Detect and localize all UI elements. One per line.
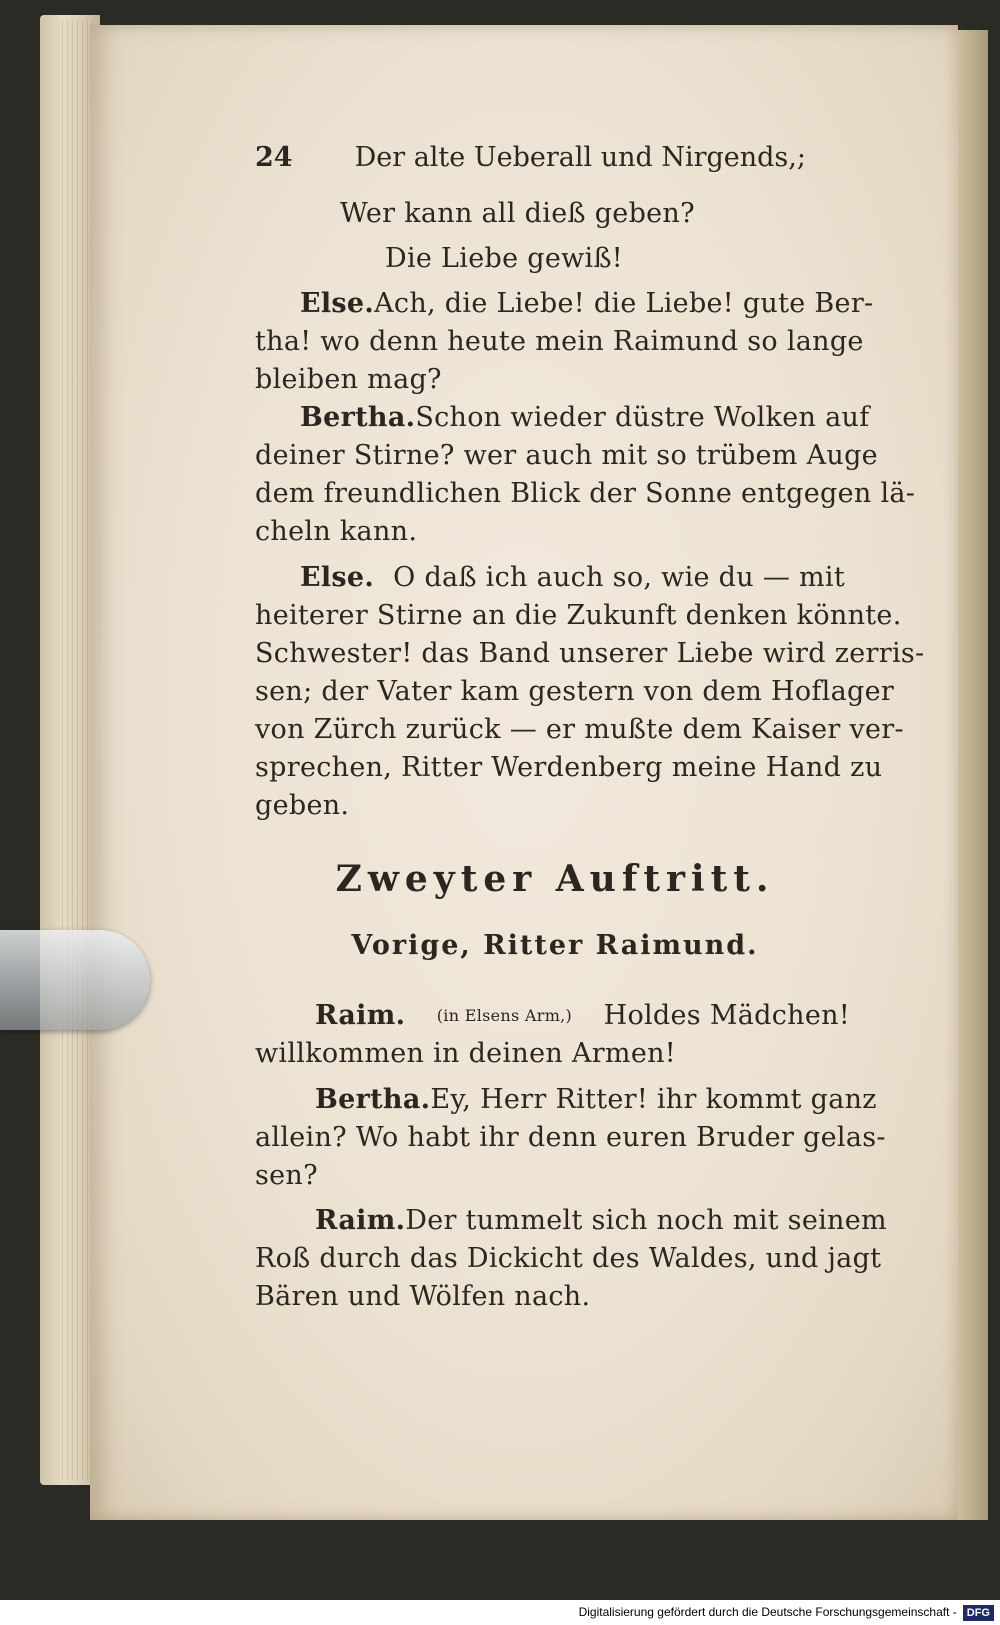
text-line: sen; der Vater kam gestern von dem Hoflager [255, 676, 895, 707]
scene-persons: Vorige, Ritter Raimund. [351, 930, 759, 961]
page-clip [0, 930, 150, 1030]
text-line: Bären und Wölfen nach. [255, 1281, 591, 1312]
speech-text: Ey, Herr Ritter! ihr kommt ganz [430, 1084, 877, 1115]
text-line: cheln kann. [255, 516, 418, 547]
text-line [300, 402, 870, 433]
speaker-name: Bertha. [300, 402, 416, 433]
text-line: sen? [255, 1160, 318, 1191]
text-line: deiner Stirne? wer auch mit so trübem Auge [255, 440, 878, 471]
speaker-name: Else. [300, 288, 375, 319]
text-line: von Zürch zurück — er mußte dem Kaiser ver- [255, 714, 904, 745]
footer-text: Digitalisierung gefördert durch die Deutsche Forschungsgemeinschaft - [578, 1605, 957, 1619]
speaker-name: Bertha. [315, 1084, 431, 1115]
text-line: sprechen, Ritter Werdenberg meine Hand zu [255, 752, 883, 783]
text-line [300, 562, 845, 593]
text-line: Roß durch das Dickicht des Waldes, und jagt [255, 1243, 882, 1274]
verse-line: Wer kann all dieß geben? [340, 198, 695, 229]
running-head [255, 142, 825, 173]
running-head-title: Der alte Ueberall und Nirgends,; [354, 142, 806, 173]
text-line: willkommen in deinen Armen! [255, 1038, 676, 1069]
text-line [315, 1205, 887, 1236]
scene-title: Zweyter Auftritt. [335, 858, 775, 900]
verse-line: Die Liebe gewiß! [385, 243, 623, 274]
text-line [315, 1084, 877, 1115]
stage-direction: (in Elsens Arm,) [436, 1006, 573, 1025]
speech-text: O daß ich auch so, wie du — mit [393, 562, 845, 593]
speaker-name: Raim. [315, 1000, 406, 1031]
text-line: allein? Wo habt ihr denn euren Bruder gelas- [255, 1122, 886, 1153]
text-line: Schwester! das Band unserer Liebe wird zerris- [255, 638, 925, 669]
speaker-name: Else. [300, 562, 375, 593]
speech-text: Schon wieder düstre Wolken auf [415, 402, 870, 433]
dfg-logo: DFG [963, 1605, 994, 1621]
text-line: dem freundlichen Blick der Sonne entgegen lä- [255, 478, 916, 509]
speaker-name: Raim. [315, 1205, 406, 1236]
binding-strip [958, 30, 988, 1520]
text-line: geben. [255, 790, 350, 821]
speech-text: Ach, die Liebe! die Liebe! gute Ber- [374, 288, 874, 319]
speech-text: Holdes Mädchen! [603, 1000, 850, 1031]
digitization-footer [0, 1600, 1000, 1625]
page-number: 24 [255, 142, 293, 173]
text-line: tha! wo denn heute mein Raimund so lange [255, 326, 864, 357]
text-line: heiterer Stirne an die Zukunft denken könnte. [255, 600, 902, 631]
text-line [300, 288, 874, 319]
speech-text: Der tummelt sich noch mit seinem [405, 1205, 887, 1236]
text-line [315, 1000, 850, 1031]
text-line: bleiben mag? [255, 364, 442, 395]
